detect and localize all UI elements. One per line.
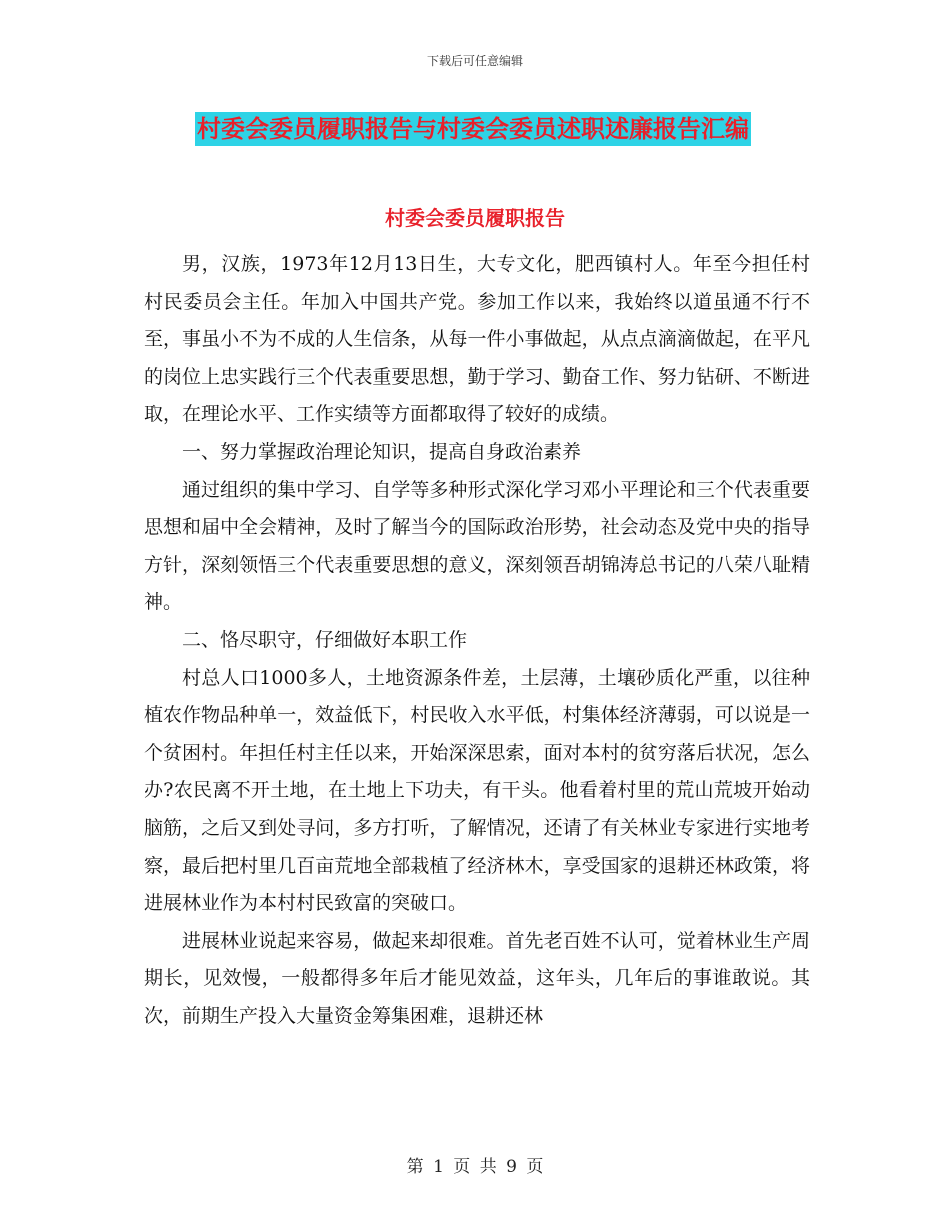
heading-2: 二、恪尽职守，仔细做好本职工作 (182, 628, 468, 651)
paragraph-intro: 男，汉族，1973年12月13日生，大专文化，肥西镇村人。年至今担任村村民委员会主任。年加入中国共产党。参加工作以来，我始终以道虽通不行不至，事虽小不为不成的人生信条，从每一件小事做起，从点点滴滴做起，在平凡的岗位上忠实践行三个代表重要思想，勤于学习、勤奋工作、努力钻研、不断进取，在理论水平、工作实绩等方面都取得了较好的成绩。 (144, 253, 810, 426)
paragraph-village: 村总人口1000多人，土地资源条件差，土层薄，土壤砂质化严重，以往种植农作物品种单一，效益低下，村民收入水平低，村集体经济薄弱，可以说是一个贫困村。年担任村主任以来，开始深深思索，面对本村的贫穷落后状况，怎么办?农民离不开土地，在土地上下功夫，有干头。他看着村里的荒山荒坡开始动脑筋，之后又到处寻问，多方打听，了解情况，还请了有关林业专家进行实地考察，最后把村里几百亩荒地全部栽植了经济林木，享受国家的退耕还林政策，将进展林业作为本村村民致富的突破口。 (144, 666, 810, 915)
header-note: 下载后可任意编辑 (426, 54, 523, 68)
heading-1: 一、努力掌握政治理论知识，提高自身政治素养 (182, 440, 582, 463)
document-title: 村委会委员履职报告与村委会委员述职述廉报告汇编 (195, 112, 751, 146)
paragraph-study: 通过组织的集中学习、自学等多种形式深化学习邓小平理论和三个代表重要思想和届中全会精神，及时了解当今的国际政治形势，社会动态及党中央的指导方针，深刻领悟三个代表重要思想的意义，深刻领吾胡锦涛总书记的八荣八耻精神。 (144, 478, 810, 614)
section-title: 村委会委员履职报告 (385, 206, 565, 230)
body-text (144, 246, 810, 1035)
page-footer: 第 1 页 共 9 页 (406, 1157, 544, 1177)
paragraph-forestry: 进展林业说起来容易，做起来却很难。首先老百姓不认可，觉着林业生产周期长，见效慢，一般都得多年后才能见效益，这年头，几年后的事谁敢说。其次，前期生产投入大量资金筹集困难，退耕还林 (144, 929, 810, 1027)
